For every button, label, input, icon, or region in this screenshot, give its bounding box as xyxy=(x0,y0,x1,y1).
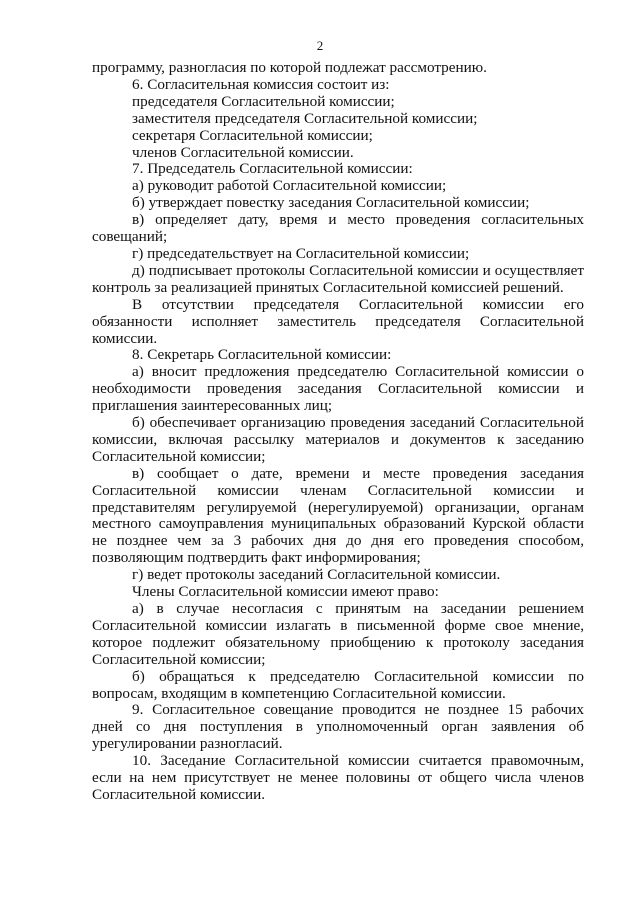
paragraph: д) подписывает протоколы Согласительной комиссии и осуществляет контроль за реализацией принятых Согласительной комиссией решений. xyxy=(92,261,584,296)
paragraph: в) определяет дату, время и место проведения согласительных совещаний; xyxy=(92,211,584,246)
paragraph: б) обращаться к председателю Согласительной комиссии по вопросам, входящим в компетенцию Согласительной комиссии. xyxy=(92,667,584,702)
paragraph: программу, разногласия по которой подлежат рассмотрению. xyxy=(92,59,487,76)
paragraph: г) ведет протоколы заседаний Согласительной комиссии. xyxy=(132,566,501,584)
paragraph: Члены Согласительной комиссии имеют право: xyxy=(132,583,439,601)
paragraph: 6. Согласительная комиссия состоит из: xyxy=(132,75,390,93)
paragraph: секретаря Согласительной комиссии; xyxy=(132,126,373,144)
paragraph: б) утверждает повестку заседания Согласительной комиссии; xyxy=(132,194,530,212)
paragraph: а) руководит работой Согласительной комиссии; xyxy=(132,177,447,195)
paragraph: председателя Согласительной комиссии; xyxy=(132,92,395,110)
paragraph: заместителя председателя Согласительной комиссии; xyxy=(132,109,478,127)
page-number: 2 xyxy=(316,38,324,53)
paragraph: а) вносит предложения председателю Согласительной комиссии о необходимости проведения заседания Согласительной комиссии и приглашения заинтересованных лиц; xyxy=(92,363,584,415)
paragraph: 8. Секретарь Согласительной комиссии: xyxy=(132,346,392,364)
paragraph: б) обеспечивает организацию проведения заседаний Согласительной комиссии, включая рассылку материалов и документов к заседанию Согласительной комиссии; xyxy=(92,414,584,465)
paragraph: 9. Согласительное совещание проводится не позднее 15 рабочих дней со дня поступления в уполномоченный орган заявления об урегулировании разногласий. xyxy=(92,701,584,753)
paragraph: 7. Председатель Согласительной комиссии: xyxy=(132,160,413,178)
paragraph: В отсутствии председателя Согласительной комиссии его обязанности исполняет заместитель председателя Согласительной комиссии. xyxy=(92,295,584,347)
paragraph: г) председательствует на Согласительной комиссии; xyxy=(132,244,470,262)
paragraph: членов Согласительной комиссии. xyxy=(132,143,354,161)
paragraph: а) в случае несогласия с принятым на заседании решением Согласительной комиссии излагать в письменной форме свое мнение, которое подлежит обязательному приобщению к протоколу заседания Согласительной комиссии; xyxy=(92,600,584,668)
paragraph: в) сообщает о дате, времени и месте проведения заседания Согласительной комиссии членам Согласительной комиссии и представителям регулируемой (нерегулируемой) организации, органам местного самоуправления муниципальных образований Курской области не позднее чем за 3 рабочих дня до дня его проведения способом, позволяющим подтвердить факт информирования; xyxy=(92,464,584,567)
document-body xyxy=(92,60,584,804)
paragraph: 10. Заседание Согласительной комиссии считается правомочным, если на нем присутствует не менее половины от общего числа членов Согласительной комиссии. xyxy=(92,752,584,803)
